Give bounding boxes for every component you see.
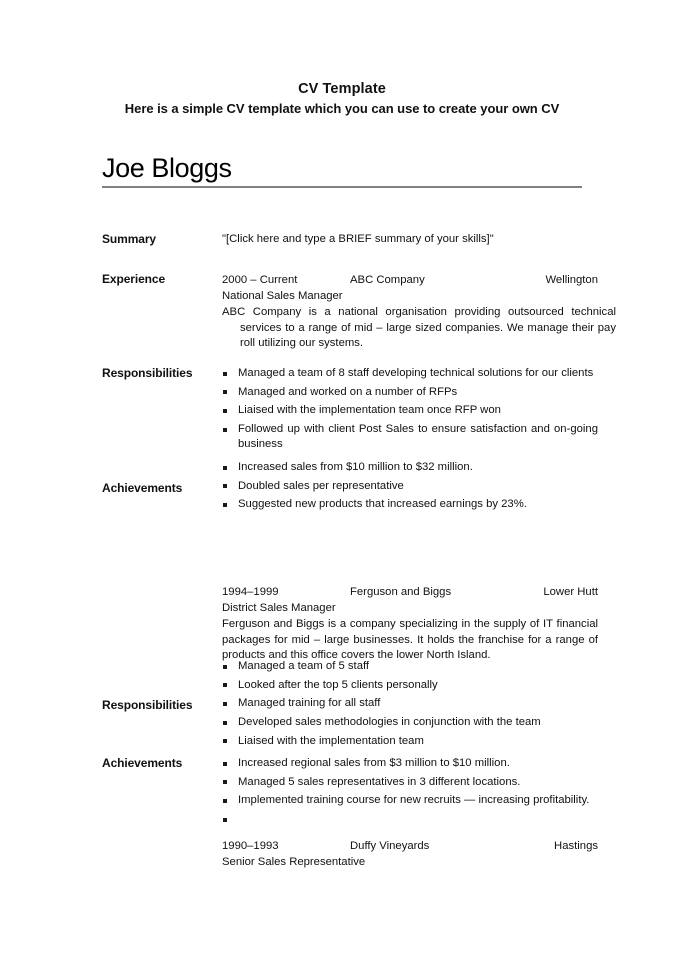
list-item xyxy=(222,715,598,730)
square-bullet-icon xyxy=(223,503,227,507)
achievements-section-job-1 xyxy=(102,460,598,516)
list-item xyxy=(222,696,598,711)
job-header-row xyxy=(222,584,598,600)
list-item xyxy=(222,403,598,418)
job-description-line-1: Ferguson and Biggs is a company specializing in the supply of IT financial xyxy=(222,618,598,630)
list-item-text: Followed up with client Post Sales to ensure satisfaction and on-going business xyxy=(238,423,598,451)
list-item-empty[interactable] xyxy=(222,812,598,827)
list-item-text: Developed sales methodologies in conjunction with the team xyxy=(238,716,541,729)
list-item-text: Liaised with the implementation team once RFP won xyxy=(238,404,501,417)
list-item-text: Doubled sales per representative xyxy=(238,479,404,492)
job-description-line-2: services to a range of mid – large sized companies. We manage their pay xyxy=(240,321,616,334)
job-description-line-3: products and this office covers the lower North Island. xyxy=(222,649,491,661)
responsibilities-section-job-1 xyxy=(102,366,598,456)
square-bullet-icon xyxy=(223,409,227,413)
list-item-text: Increased sales from $10 million to $32 million. xyxy=(238,461,473,473)
summary-label: Summary xyxy=(102,232,156,246)
experience-section-job-3 xyxy=(102,838,598,870)
square-bullet-icon xyxy=(223,665,227,669)
job-description-line-3: roll utilizing our systems. xyxy=(240,337,364,349)
square-bullet-icon xyxy=(223,428,227,432)
job-dates: 1990–1993 xyxy=(222,840,279,852)
list-item-text: Increased regional sales from $3 million to $10 million. xyxy=(238,757,510,769)
job-location: Wellington xyxy=(545,274,598,286)
square-bullet-icon xyxy=(223,484,227,488)
job-role: National Sales Manager xyxy=(222,290,343,302)
list-item xyxy=(222,385,598,400)
responsibilities-list xyxy=(222,366,598,453)
document-title: CV Template xyxy=(298,81,386,97)
square-bullet-icon xyxy=(223,739,227,743)
list-item xyxy=(222,678,598,693)
list-item xyxy=(222,422,598,452)
responsibilities-label: Responsibilities xyxy=(102,698,193,713)
name-block xyxy=(102,152,582,188)
list-item xyxy=(222,460,598,475)
document-subtitle: Here is a simple CV template which you can use to create your own CV xyxy=(124,101,560,116)
job-description-line-1: ABC Company is a national organisation providing outsourced technical xyxy=(222,306,616,318)
square-bullet-icon xyxy=(223,799,227,803)
list-item-text: Managed a team of 8 staff developing technical solutions for our clients xyxy=(238,367,594,379)
summary-text[interactable]: "[Click here and type a BRIEF summary of your skills]" xyxy=(222,233,494,245)
list-item-text: Managed training for all staff xyxy=(238,697,381,710)
job-description xyxy=(222,305,616,352)
responsibilities-list xyxy=(222,659,598,749)
list-item xyxy=(222,366,598,381)
square-bullet-icon xyxy=(223,372,227,376)
job-header-row xyxy=(222,838,598,854)
achievements-label: Achievements xyxy=(102,480,183,495)
job-company: ABC Company xyxy=(350,274,425,286)
list-item-text: Managed 5 sales representatives in 3 different locations. xyxy=(238,775,521,788)
job-dates: 1994–1999 xyxy=(222,586,279,598)
list-item xyxy=(222,659,598,674)
job-company: Duffy Vineyards xyxy=(350,840,430,852)
job-description xyxy=(222,617,598,664)
achievements-list xyxy=(222,460,598,513)
square-bullet-icon xyxy=(223,702,227,706)
document-header xyxy=(102,80,582,118)
job-company: Ferguson and Biggs xyxy=(350,586,452,598)
experience-label: Experience xyxy=(102,272,166,286)
achievements-label: Achievements xyxy=(102,756,183,770)
list-item xyxy=(222,497,598,512)
square-bullet-icon xyxy=(223,721,227,725)
list-item-text: Managed and worked on a number of RFPs xyxy=(238,385,458,398)
list-item xyxy=(222,756,598,771)
job-role: Senior Sales Representative xyxy=(222,856,366,868)
square-bullet-icon xyxy=(223,780,227,784)
square-bullet-icon xyxy=(223,762,227,766)
responsibilities-label: Responsibilities xyxy=(102,366,193,380)
list-item xyxy=(222,775,598,790)
job-role: District Sales Manager xyxy=(222,602,336,614)
responsibilities-section-job-2 xyxy=(102,659,598,753)
list-item xyxy=(222,479,598,494)
job-location: Hastings xyxy=(554,840,598,852)
job-dates: 2000 – Current xyxy=(222,274,298,286)
summary-section xyxy=(102,232,598,247)
square-bullet-icon xyxy=(223,466,227,470)
list-item-text: Liaised with the implementation team xyxy=(238,734,424,747)
square-bullet-icon xyxy=(223,390,227,394)
person-name: Joe Bloggs xyxy=(102,153,232,183)
list-item-text: Looked after the top 5 clients personally xyxy=(238,678,438,691)
name-divider-rule xyxy=(102,186,582,188)
list-item xyxy=(222,734,598,749)
experience-section-job-1 xyxy=(102,272,616,352)
job-location: Lower Hutt xyxy=(543,586,598,598)
square-bullet-icon xyxy=(223,683,227,687)
list-item-text: Managed a team of 5 staff xyxy=(238,660,370,672)
experience-section-job-2 xyxy=(102,584,598,664)
job-header-row xyxy=(222,272,598,288)
list-item-text: Suggested new products that increased earnings by 23%. xyxy=(238,498,527,511)
achievements-list xyxy=(222,756,598,827)
achievements-section-job-2 xyxy=(102,756,598,831)
list-item-text: Implemented training course for new recruits — increasing profitability. xyxy=(238,794,590,807)
job-description-line-2: packages for mid – large businesses. It holds the franchise for a range of xyxy=(222,633,598,646)
square-bullet-icon xyxy=(223,818,227,822)
list-item xyxy=(222,793,598,808)
